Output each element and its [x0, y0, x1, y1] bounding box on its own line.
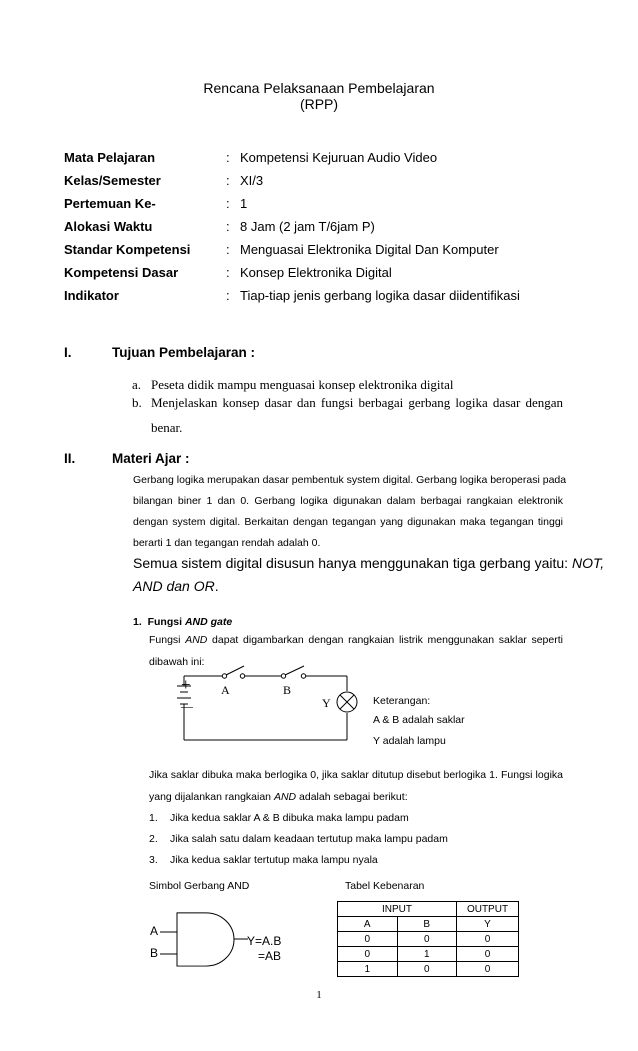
meta-label-alokasi: Alokasi Waktu [64, 219, 153, 234]
page-number: 1 [316, 989, 322, 1001]
table-header: OUTPUT [457, 902, 519, 917]
meta-value-kelas: XI/3 [240, 173, 264, 188]
meta-colon: : [226, 219, 230, 234]
summary-line-2 [133, 575, 219, 598]
lamp-label: Y [322, 696, 331, 710]
table-row [338, 932, 519, 947]
table-row [338, 947, 519, 962]
subsection-italic: AND gate [184, 616, 233, 628]
list-marker: b. [132, 395, 142, 410]
meta-value-pertemuan: 1 [240, 196, 248, 211]
list-item: Peseta didik mampu menguasai konsep elektronika digital [151, 377, 454, 392]
meta-colon: : [226, 173, 230, 188]
meta-label-pertemuan: Pertemuan Ke- [64, 196, 156, 211]
case-marker: 1. [149, 812, 158, 824]
paragraph-line: dengan system digital. Berkaitan dengan tegangan yang digunakan maka tegangan tinggi [133, 516, 563, 528]
table-cell: 0 [457, 947, 519, 962]
truth-table [337, 901, 519, 977]
table-cell: 0 [338, 947, 398, 962]
meta-label-kompetensi: Kompetensi Dasar [64, 265, 179, 280]
list-item: Menjelaskan konsep dasar dan fungsi berbagai gerbang logika dasar dengan [151, 395, 563, 410]
meta-value-mata-pelajaran: Kompetensi Kejuruan Audio Video [240, 150, 438, 165]
explanation-line-2 [149, 791, 408, 803]
table-caption: Tabel Kebenaran [345, 880, 425, 892]
table-cell: 0 [457, 932, 519, 947]
page-subtitle: (RPP) [299, 96, 339, 112]
explain-italic: AND [273, 791, 297, 803]
gate-output-label: =AB [258, 949, 282, 963]
battery-plus: + [181, 675, 191, 694]
symbol-caption: Simbol Gerbang AND [149, 880, 250, 892]
meta-label-standar: Standar Kompetensi [64, 242, 191, 257]
subsection-heading [133, 616, 232, 628]
gate-input-a-label: A [150, 924, 159, 938]
meta-label-mata-pelajaran: Mata Pelajaran [64, 150, 156, 165]
table-cell: 0 [457, 962, 519, 977]
subsection-text: Fungsi [147, 616, 185, 628]
explanation-line-1: Jika saklar dibuka maka berlogika 0, jika saklar ditutup disebut berlogika 1. Fungsi logika [149, 769, 563, 781]
meta-value-indikator: Tiap-tiap jenis gerbang logika dasar diidentifikasi [240, 288, 520, 303]
meta-label-kelas: Kelas/Semester [64, 173, 161, 188]
case-item: Jika salah satu dalam keadaan tertutup maka lampu padam [170, 833, 448, 845]
case-marker: 2. [149, 833, 158, 845]
meta-colon: : [226, 288, 230, 303]
table-header: B [397, 917, 457, 932]
switch-circuit-diagram [170, 662, 370, 748]
table-header: INPUT [338, 902, 457, 917]
subsection-number: 1. [133, 616, 142, 628]
materi-paragraph [133, 470, 567, 554]
table-row [338, 917, 519, 932]
table-row [338, 962, 519, 977]
and-gate-body [177, 913, 234, 966]
desc-text: dapat digambarkan dengan rangkaian listrik menggunakan saklar seperti [207, 634, 563, 646]
note-title: Keterangan: [373, 695, 431, 707]
list-item-continuation: benar. [151, 420, 183, 435]
table-cell: 0 [397, 962, 457, 977]
gate-input-b-label: B [150, 946, 159, 960]
table-row [338, 902, 519, 917]
summary-italic: NOT, [571, 555, 605, 571]
switch-a-contact [240, 674, 244, 678]
case-item: Jika kedua saklar A & B dibuka maka lampu padam [170, 812, 409, 824]
section-2-title: Materi Ajar : [112, 451, 190, 466]
table-header: Y [457, 917, 519, 932]
table-header: A [338, 917, 398, 932]
explain-text: adalah sebagai berikut: [296, 791, 408, 803]
gate-output-label: Y=A.B [247, 934, 282, 948]
explain-text: yang dijalankan rangkaian [149, 791, 274, 803]
page-title: Rencana Pelaksanaan Pembelajaran [203, 80, 435, 96]
summary-text: Semua sistem digital disusun hanya menggunakan tiga gerbang yaitu: [133, 555, 572, 571]
summary-line-1 [133, 552, 605, 575]
section-1-number: I. [64, 345, 72, 360]
switch-b-blade [285, 666, 304, 675]
case-item: Jika kedua saklar tertutup maka lampu nyala [170, 854, 378, 866]
and-description-line-2: dibawah ini: [149, 656, 205, 668]
meta-label-indikator: Indikator [64, 288, 119, 303]
meta-colon: : [226, 196, 230, 211]
summary-text: . [214, 578, 219, 594]
switch-b-contact [301, 674, 305, 678]
switch-a-label: A [221, 683, 230, 697]
table-cell: 1 [338, 962, 398, 977]
paragraph-line: berarti 1 dan tegangan rendah adalah 0. [133, 537, 321, 549]
meta-value-kompetensi: Konsep Elektronika Digital [240, 265, 392, 280]
paragraph-line: bilangan biner 1 dan 0. Gerbang logika digunakan dalam berbagai rangkaian elektronik [133, 495, 563, 507]
section-1-title: Tujuan Pembelajaran : [112, 345, 256, 360]
desc-text: Fungsi [149, 634, 186, 646]
table-cell: 1 [397, 947, 457, 962]
meta-colon: : [226, 242, 230, 257]
note-line: Y adalah lampu [373, 735, 446, 747]
desc-italic: AND [185, 634, 208, 646]
meta-value-alokasi: 8 Jam (2 jam T/6jam P) [240, 219, 375, 234]
and-description-line-1 [149, 634, 563, 646]
summary-italic: AND dan OR [133, 578, 215, 594]
case-marker: 3. [149, 854, 158, 866]
note-line: A & B adalah saklar [373, 714, 465, 726]
meta-colon: : [226, 150, 230, 165]
table-cell: 0 [338, 932, 398, 947]
list-marker: a. [132, 377, 142, 392]
meta-colon: : [226, 265, 230, 280]
table-cell: 0 [397, 932, 457, 947]
meta-value-standar: Menguasai Elektronika Digital Dan Komputer [240, 242, 499, 257]
paragraph-line: Gerbang logika merupakan dasar pembentuk system digital. Gerbang logika beroperasi pada [133, 474, 567, 486]
switch-b-label: B [283, 683, 292, 697]
battery-minus: — [181, 699, 193, 713]
section-2-number: II. [64, 451, 76, 466]
and-gate-symbol [160, 912, 260, 968]
